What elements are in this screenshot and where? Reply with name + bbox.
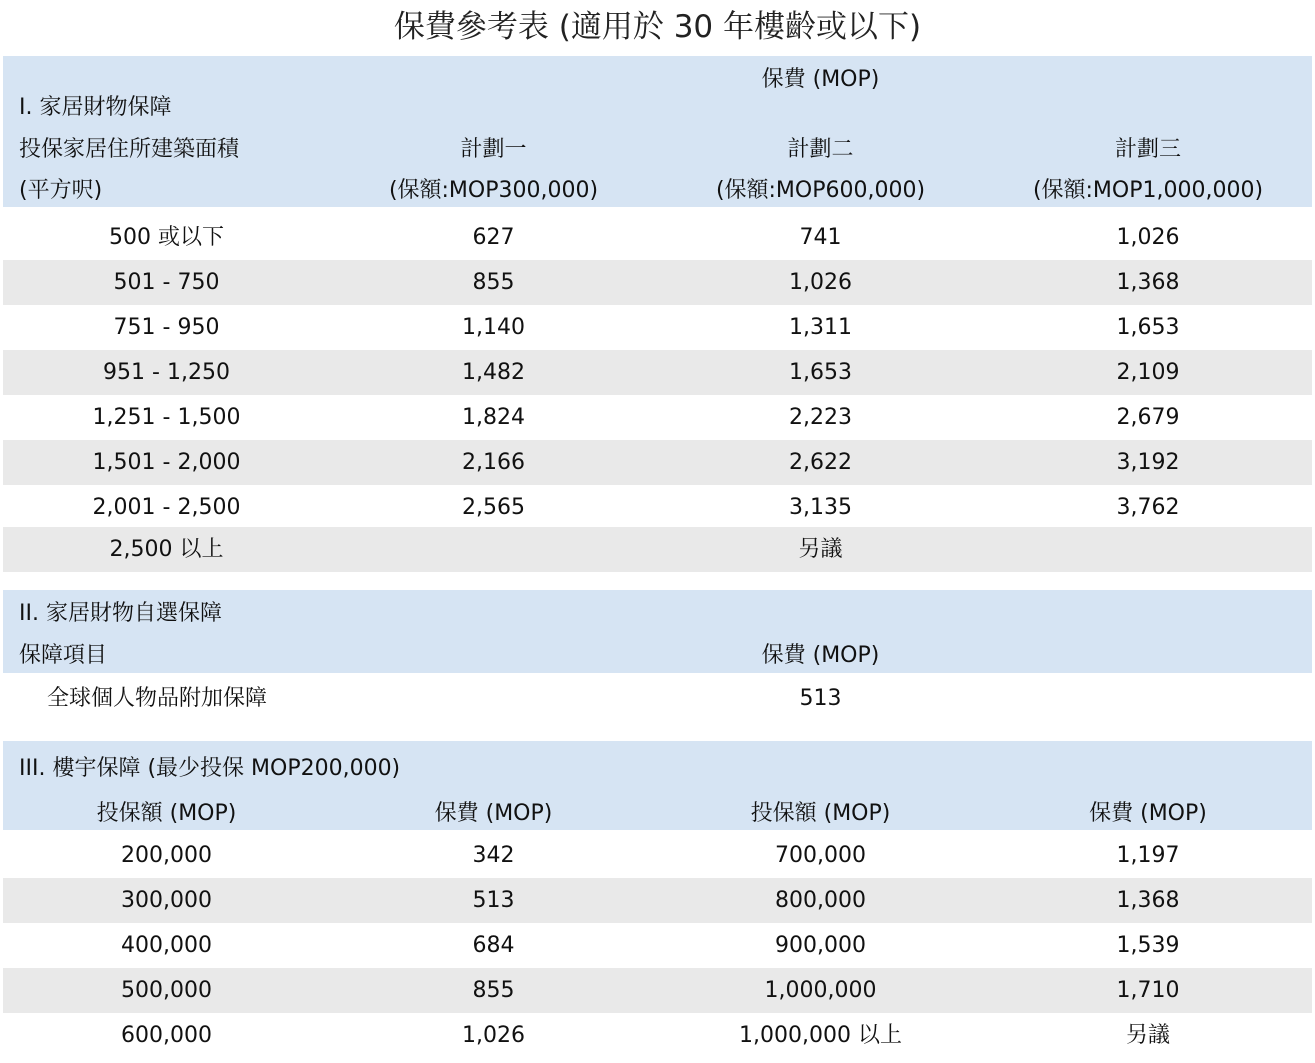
plan1-name: 計劃一	[460, 137, 527, 162]
area-cell: 1,501 - 2,000	[92, 450, 241, 475]
table-row	[3, 215, 1312, 260]
table-row	[3, 305, 1312, 350]
table-row	[3, 1013, 1312, 1058]
plan1-premium: 627	[472, 225, 515, 250]
plan3-premium: 1,026	[1116, 225, 1180, 250]
sum-insured-cell: 400,000	[121, 933, 212, 958]
table-row	[3, 878, 1312, 923]
plan2-premium: 2,622	[789, 450, 852, 475]
area-cell: 500 或以下	[109, 225, 224, 250]
area-cell: 2,001 - 2,500	[92, 495, 241, 520]
plan3-premium: 3,762	[1116, 495, 1180, 520]
plan3-name: 計劃三	[1114, 137, 1181, 162]
table-row	[3, 350, 1312, 395]
optional-premium: 513	[799, 686, 842, 711]
negotiable-note: 另議	[798, 537, 843, 562]
plan3-premium: 1,653	[1116, 315, 1180, 340]
sum-insured-cell: 600,000	[121, 1023, 212, 1048]
section1-heading: I. 家居財物保障	[19, 95, 172, 120]
premium-header: 保費 (MOP)	[761, 67, 880, 92]
sum-insured-header-1: 投保額 (MOP)	[96, 801, 237, 826]
section2-header	[3, 590, 1312, 673]
section2-heading: II. 家居財物自選保障	[19, 601, 222, 626]
plan3-premium: 1,368	[1116, 270, 1180, 295]
item-column-label: 保障項目	[19, 643, 108, 668]
sum-insured-cell: 800,000	[775, 888, 866, 913]
sum-insured-cell: 700,000	[775, 843, 866, 868]
section3-heading: III. 樓宇保障 (最少投保 MOP200,000)	[19, 756, 401, 781]
area-unit-label: (平方呎)	[19, 178, 103, 203]
premium-cell: 342	[472, 843, 515, 868]
page-title: 保費參考表 (適用於 30 年樓齡或以下)	[393, 9, 922, 45]
premium-cell: 1,197	[1116, 843, 1180, 868]
table-row	[3, 485, 1312, 530]
plan1-premium: 1,824	[462, 405, 525, 430]
premium-cell: 1,026	[462, 1023, 525, 1048]
sum-insured-cell: 300,000	[121, 888, 212, 913]
premium-cell: 1,539	[1116, 933, 1180, 958]
plan2-premium: 1,653	[789, 360, 852, 385]
optional-item: 全球個人物品附加保障	[47, 686, 268, 711]
premium-cell: 513	[472, 888, 515, 913]
table-row	[3, 676, 1312, 721]
plan1-sum: (保額:MOP300,000)	[388, 178, 599, 203]
plan3-premium: 2,679	[1116, 405, 1180, 430]
section1-table-body	[3, 215, 1312, 572]
plan2-premium: 1,311	[789, 315, 852, 340]
section2-body	[3, 676, 1312, 721]
table-row	[3, 440, 1312, 485]
area-cell: 501 - 750	[113, 270, 220, 295]
sum-insured-cell: 500,000	[121, 978, 212, 1003]
premium-cell: 855	[472, 978, 515, 1003]
plan2-premium: 1,026	[789, 270, 852, 295]
table-row	[3, 968, 1312, 1013]
sum-insured-cell: 1,000,000	[764, 978, 877, 1003]
area-cell: 1,251 - 1,500	[92, 405, 241, 430]
area-cell: 2,500 以上	[109, 537, 224, 562]
plan3-premium: 2,109	[1116, 360, 1180, 385]
premium-cell: 1,368	[1116, 888, 1180, 913]
area-cell: 951 - 1,250	[103, 360, 230, 385]
plan2-premium: 3,135	[789, 495, 852, 520]
table-row	[3, 527, 1312, 572]
table-row	[3, 260, 1312, 305]
section3-header	[3, 741, 1312, 830]
premium-cell: 1,710	[1116, 978, 1180, 1003]
plan2-premium: 741	[799, 225, 842, 250]
plan1-premium: 2,565	[462, 495, 525, 520]
plan1-premium: 1,140	[462, 315, 525, 340]
sum-insured-header-2: 投保額 (MOP)	[750, 801, 891, 826]
plan1-premium: 855	[472, 270, 515, 295]
plan3-sum: (保額:MOP1,000,000)	[1032, 178, 1264, 203]
plan2-sum: (保額:MOP600,000)	[715, 178, 926, 203]
area-cell: 751 - 950	[113, 315, 220, 340]
table-row	[3, 395, 1312, 440]
plan3-premium: 3,192	[1116, 450, 1180, 475]
plan2-premium: 2,223	[789, 405, 852, 430]
sum-insured-cell: 1,000,000 以上	[739, 1023, 902, 1048]
plan2-name: 計劃二	[787, 137, 854, 162]
premium-column-label: 保費 (MOP)	[761, 643, 880, 668]
section1-header	[3, 56, 1312, 207]
section3-table-body	[3, 833, 1312, 1058]
premium-header-2: 保費 (MOP)	[1089, 801, 1207, 826]
premium-cell: 另議	[1125, 1023, 1170, 1048]
table-row	[3, 833, 1312, 878]
sum-insured-cell: 900,000	[775, 933, 866, 958]
premium-cell: 684	[472, 933, 515, 958]
plan1-premium: 2,166	[462, 450, 525, 475]
sum-insured-cell: 200,000	[121, 843, 212, 868]
area-column-label: 投保家居住所建築面積	[19, 137, 240, 162]
plan1-premium: 1,482	[462, 360, 525, 385]
table-row	[3, 923, 1312, 968]
premium-header-1: 保費 (MOP)	[434, 801, 553, 826]
